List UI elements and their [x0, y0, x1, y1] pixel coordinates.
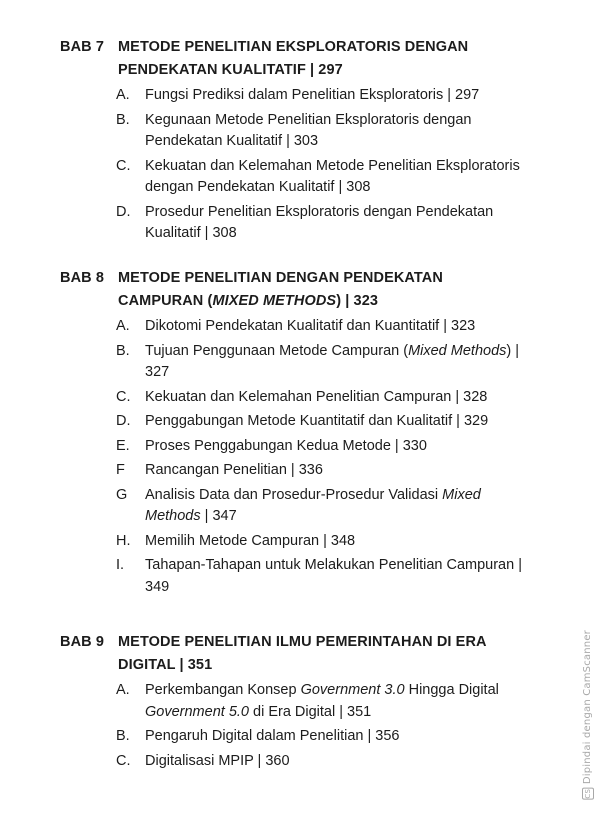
text-part-italic: Mixed Methods — [408, 342, 507, 359]
chapter-title — [118, 267, 518, 313]
text-part: Perkembangan Konsep — [145, 682, 301, 698]
item-letter: A. — [116, 87, 130, 103]
toc-item — [116, 411, 540, 433]
item-text: Fungsi Prediksi dalam Penelitian Eksploratoris | 297 — [145, 87, 480, 103]
item-letter: G — [116, 486, 128, 503]
item-letter: B. — [116, 728, 130, 744]
item-text: Penggabungan Metode Kuantitatif dan Kualitatif | 329 — [145, 413, 489, 429]
text-part: ) | 327 — [145, 342, 520, 380]
chapter-title: METODE PENELITIAN ILMU PEMERINTAHAN DI ERA DIGITAL | 351 — [118, 634, 487, 673]
scanner-watermark — [582, 630, 594, 804]
item-text: Dikotomi Pendekatan Kualitatif dan Kuantitatif | 323 — [145, 318, 476, 334]
item-letter: D. — [116, 413, 131, 429]
item-text — [145, 485, 525, 528]
item-letter: B. — [116, 111, 130, 128]
item-text: Memilih Metode Campuran | 348 — [145, 532, 356, 549]
item-text: Prosedur Penelitian Eksploratoris dengan Pendekatan Kualitatif | 308 — [145, 203, 494, 241]
toc-item — [116, 726, 540, 748]
item-text — [145, 341, 525, 384]
item-text: Kekuatan dan Kelemahan Metode Penelitian Eksploratoris dengan Pendekatan Kualitatif | 308 — [145, 157, 520, 195]
item-letter: C. — [116, 752, 131, 769]
toc-item — [116, 341, 540, 384]
watermark-text: Dipindai dengan CamScanner — [582, 630, 593, 785]
toc-item — [116, 387, 540, 409]
toc-item — [116, 85, 540, 107]
chapter-items — [116, 316, 540, 598]
text-part-italic: Government 3.0 — [300, 682, 405, 698]
chapter-bab-9 — [60, 631, 540, 775]
text-part-italic: Mixed Methods — [145, 486, 481, 524]
chapter-bab-8 — [60, 267, 540, 601]
toc-item — [116, 531, 540, 553]
text-part: Analisis Data dan Prosedur-Prosedur Validasi — [145, 486, 443, 503]
item-letter: B. — [116, 342, 130, 359]
text-part: | 347 — [200, 508, 237, 524]
item-letter: E. — [116, 437, 130, 454]
title-part-italic: MIXED METHODS — [212, 293, 337, 309]
toc-item — [116, 485, 540, 528]
item-letter: I. — [116, 557, 125, 573]
chapter-number: BAB 9 — [60, 634, 105, 650]
chapter-number: BAB 7 — [60, 39, 105, 55]
item-text: Proses Penggabungan Kedua Metode | 330 — [145, 437, 427, 454]
chapter-items — [116, 680, 540, 772]
toc-item — [116, 202, 540, 245]
item-letter: H. — [116, 532, 131, 549]
toc-item — [116, 110, 540, 153]
toc-item — [116, 680, 540, 723]
toc-item — [116, 316, 540, 338]
toc-item — [116, 436, 540, 458]
item-text: Digitalisasi MPIP | 360 — [145, 752, 290, 769]
item-letter: C. — [116, 157, 131, 174]
text-part: di Era Digital | 351 — [248, 703, 372, 720]
text-part: Hingga Digital — [404, 682, 499, 698]
item-text: Kegunaan Metode Penelitian Eksploratoris dengan Pendekatan Kualitatif | 303 — [145, 111, 472, 149]
toc-item — [116, 156, 540, 199]
item-text: Pengaruh Digital dalam Penelitian | 356 — [145, 728, 400, 744]
text-part: Tujuan Penggunaan Metode Campuran ( — [145, 342, 409, 359]
title-part: METODE PENELITIAN DENGAN PENDEKATAN CAMPURAN ( — [118, 270, 443, 309]
chapter-heading — [60, 36, 540, 82]
item-letter: C. — [116, 388, 131, 405]
item-text — [145, 680, 525, 723]
chapter-number: BAB 8 — [60, 270, 105, 286]
item-letter: A. — [116, 318, 130, 334]
chapter-heading — [60, 267, 540, 313]
item-letter: A. — [116, 682, 130, 698]
toc-item — [116, 460, 540, 482]
item-text: Rancangan Penelitian | 336 — [145, 462, 323, 478]
item-letter: D. — [116, 203, 131, 220]
toc-item — [116, 555, 540, 598]
chapter-title: METODE PENELITIAN EKSPLORATORIS DENGAN PENDEKATAN KUALITATIF | 297 — [118, 39, 469, 78]
text-part-italic: Government 5.0 — [145, 703, 249, 720]
title-part: ) | 323 — [336, 293, 379, 309]
item-text: Kekuatan dan Kelemahan Penelitian Campuran | 328 — [145, 388, 488, 405]
item-letter: F — [116, 462, 125, 478]
item-text: Tahapan-Tahapan untuk Melakukan Penelitian Campuran | 349 — [145, 557, 522, 595]
chapter-heading — [60, 631, 540, 677]
chapter-items — [116, 85, 540, 245]
toc-item — [116, 751, 540, 773]
chapter-bab-7 — [60, 36, 540, 248]
camscanner-logo-icon: CS — [584, 789, 592, 799]
